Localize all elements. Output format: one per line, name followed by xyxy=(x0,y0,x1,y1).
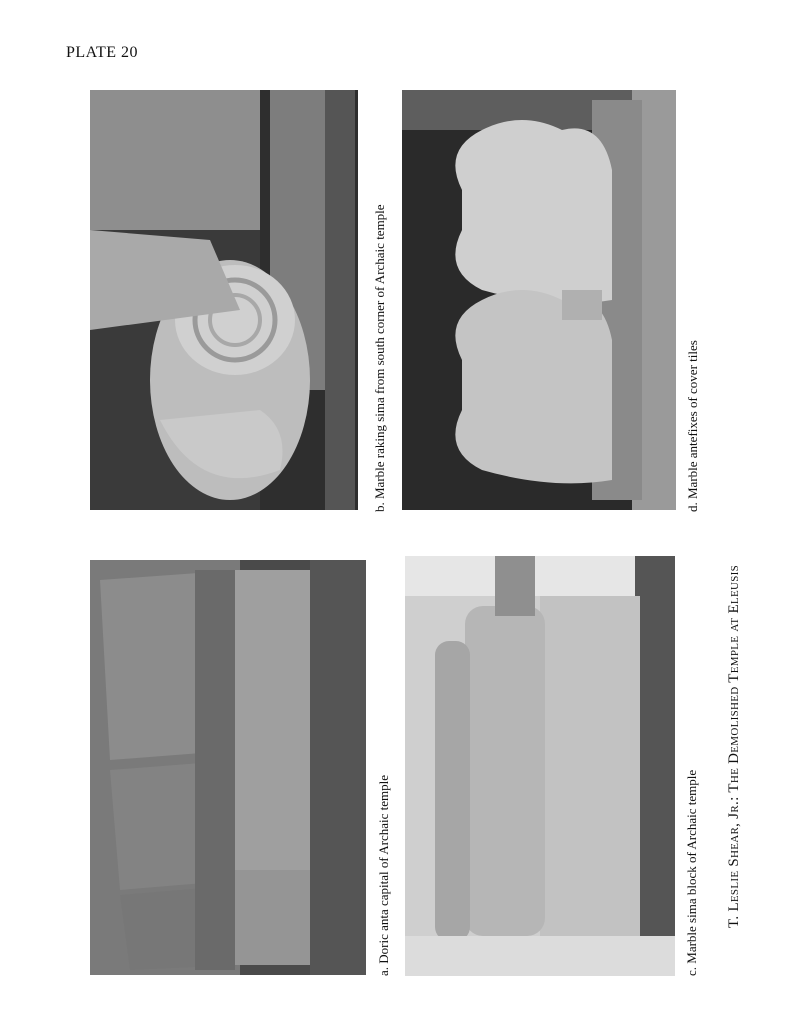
caption-c: c. Marble sima block of Archaic temple xyxy=(684,769,699,976)
plate-credit: T. Leslie Shear, Jr.: The Demolished Temple at Eleusis xyxy=(726,564,742,928)
photo-sima-block xyxy=(405,556,675,976)
caption-a: a. Doric anta capital of Archaic temple xyxy=(376,774,391,976)
plate-number: PLATE 20 xyxy=(66,44,138,61)
photo-raking-sima xyxy=(90,90,358,510)
photo-antefixes xyxy=(402,90,676,510)
photo-anta-capital xyxy=(90,560,366,975)
caption-b: b. Marble raking sima from south corner of Archaic temple xyxy=(372,204,387,512)
caption-d: d. Marble antefixes of cover tiles xyxy=(685,340,700,512)
